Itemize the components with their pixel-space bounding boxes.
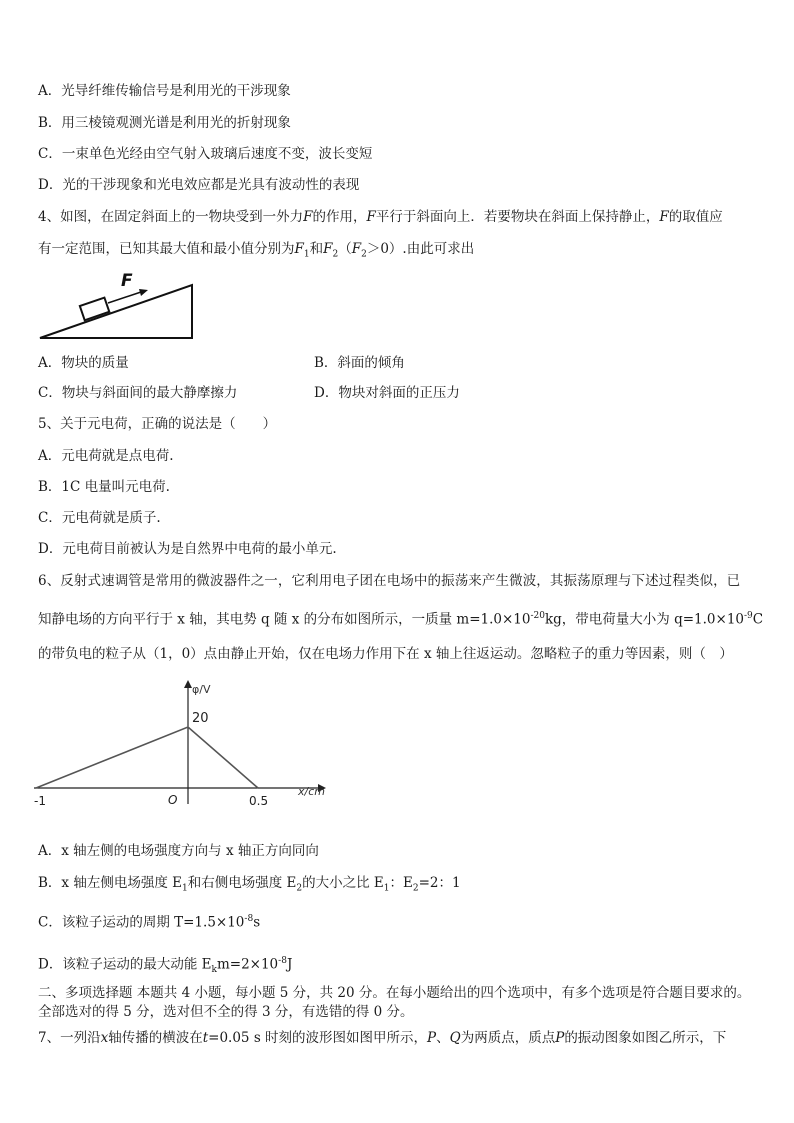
q6-stem-line1: 6、反射式速调管是常用的微波器件之一，它利用电子团在电场中的振荡来产生微波，其振荡原理与下述过程类似，已	[38, 573, 741, 589]
y-axis-label: φ/V	[192, 683, 211, 696]
q7-stem: 7、一列沿x轴传播的横波在t=0.05 s 时刻的波形图如图甲所示，P、Q为两质点，质点P的振动图象如图乙所示，下	[38, 1030, 727, 1046]
q4-option-a: A．物块的质量	[38, 355, 129, 371]
q5-option-d: D．元电荷目前被认为是自然界中电荷的最小单元.	[38, 541, 337, 557]
q3-option-a: A．光导纤维传输信号是利用光的干涉现象	[38, 83, 291, 99]
q3-option-b: B．用三棱镜观测光谱是利用光的折射现象	[38, 115, 291, 131]
section2-instructions-line2: 全部选对的得 5 分，选对但不全的得 3 分，有选错的得 0 分。	[38, 1004, 414, 1020]
origin-label: O	[168, 793, 178, 807]
q6-option-b: B．x 轴左侧电场强度 $E_1$和右侧电场强度 $E_2$的大小之比 $E_1$：$E_2=2$：1	[38, 875, 461, 894]
y-axis-arrow	[184, 680, 192, 688]
q4-stem-line2: 有一定范围，已知其最大值和最小值分别为$F_1$和$F_2(F_2>0)$.由此可求出	[38, 241, 475, 260]
force-arrow	[108, 291, 144, 303]
q4-stem-line1: 4、如图，在固定斜面上的一物块受到一外力F的作用，F平行于斜面向上．若要物块在斜面上保持静止，F的取值应	[38, 209, 723, 225]
section2-instructions-line1: 二、多项选择题 本题共 4 小题，每小题 5 分，共 20 分。在每小题给出的四个选项中，有多个选项是符合题目要求的。	[38, 985, 751, 1001]
q6-stem-line2: 知静电场的方向平行于 x 轴，其电势 q 随 x 的分布如图所示，一质量 $m=1.0\times 10^{-20}kg$，带电荷量大小为 $q=1.0\times 10^{-9}C$	[38, 611, 764, 628]
force-label: F	[121, 271, 133, 291]
left-tick-label: -1	[34, 794, 46, 808]
q5-option-b: B．1C 电量叫元电荷.	[38, 479, 170, 495]
q4-option-c: C．物块与斜面间的最大静摩擦力	[38, 385, 238, 401]
potential-curve	[36, 727, 258, 788]
q3-option-d: D．光的干涉现象和光电效应都是光具有波动性的表现	[38, 177, 360, 193]
block	[80, 298, 109, 321]
q3-option-c: C．一束单色光经由空气射入玻璃后速度不变，波长变短	[38, 146, 373, 162]
q5-option-c: C．元电荷就是质子.	[38, 510, 161, 526]
force-arrow-head	[139, 289, 148, 296]
q6-option-a: A．x 轴左侧的电场强度方向与 x 轴正方向同向	[38, 843, 319, 859]
q5-option-a: A．元电荷就是点电荷.	[38, 448, 174, 464]
incline-slope	[40, 285, 192, 338]
potential-graph	[30, 676, 340, 810]
x-axis-label: x/cm	[298, 785, 325, 798]
peak-label: 20	[192, 711, 209, 726]
q6-option-c: C．该粒子运动的周期 $T=1.5\times 10^{-8}s$	[38, 914, 261, 931]
q5-stem: 5、关于元电荷，正确的说法是（ ）	[38, 416, 277, 432]
q6-stem-line3: 的带负电的粒子从（1，0）点由静止开始，仅在电场力作用下在 x 轴上往返运动。忽略粒子的重力等因素，则（ ）	[38, 646, 733, 662]
q6-option-d: D．该粒子运动的最大动能 $E_km=2\times 10^{-8}J$	[38, 956, 293, 976]
q4-option-d: D．物块对斜面的正压力	[314, 385, 460, 401]
right-tick-label: 0.5	[249, 794, 269, 808]
incline-figure	[36, 265, 200, 345]
q4-option-b: B．斜面的倾角	[314, 355, 405, 371]
